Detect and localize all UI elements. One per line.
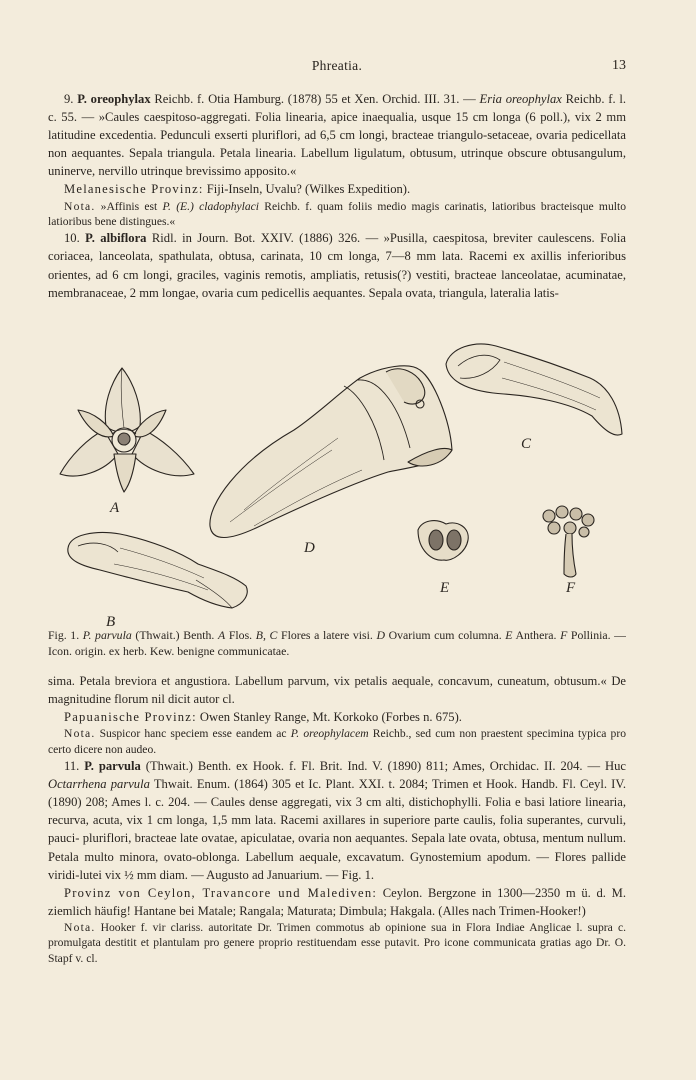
entry-11-region: Provinz von Ceylon, Travancore und Malediven: Ceylon. Bergzone in 1300—2350 m ü. d. M. ziemlich häufig! Hantane bei Matale; Rangala; Maturata; Dimbula; Hakgala. (Alles nach Trimen-Hooker!) [48, 885, 626, 918]
entry-10-nota: Nota. Suspicor hanc speciem esse eandem ac P. oreophylacem Reichb., sed cum non praestent specimina typica pro certo dicere non audeo. [48, 727, 626, 756]
species-name: P. albiflora [85, 231, 147, 246]
entry-11-description: 11. P. parvula (Thwait.) Benth. ex Hook. f. Fl. Brit. Ind. V. (1890) 811; Ames, Orchidac. II. 204. — Huc Octarrhena parvula Thwait. Enum. (1864) 305 et Ic. Plant. XXI. t. 2084; Trimen et Hook. Handb. Fl. Ceyl. IV. (1890) 208; Ames l. c. 204. — Caules dense aggregati, vix 3 cm alti, distichophylli. Folia e basi latiore linearia, recurva, acuta, vix 1 cm longa, 1,5 mm lata. Racemi axillares in superiore parte caulis, folia superantes, curvuli, pauci- pluriflori, bracteae late ovatae, apiculatae, ovaria non aequantes. Sepala late ovata, obtusa, mentum nullum. Petala multo minora, ovato-oblonga. Labellum aequale, excavatum. Gynostemium apodum. — Flores pallide viridi-lutei vix ½ mm diam. — Augusto ad Januarium. — Fig. 1. [48, 759, 626, 882]
figure-caption: Fig. 1. P. parvula (Thwait.) Benth. A Flos. B, C Flores a latere visi. D Ovarium cum columna. E Anthera. F Pollinia. — Icon. origin. ex herb. Kew. benigne communicatae. [48, 628, 626, 658]
anther-drawing [418, 521, 468, 561]
running-header [48, 58, 626, 78]
entry-10-continuation: sima. Petala breviora et angustiora. Labellum parvum, vix petalis aequale, concavum, cuneatum, obtusum.« De magnitudine florum nil dicit autor cl. [48, 674, 626, 707]
entry-9-nota: Nota. »Affinis est P. (E.) cladophylaci Reichb. f. quam foliis medio magis carinatis, latioribus bracteisque multo latioribus bene distingues.« [48, 199, 626, 228]
entry-10-region: Papuanische Provinz: Owen Stanley Range, Mt. Korkoko (Forbes n. 675). [64, 710, 462, 725]
synonym: Eria oreophylax [479, 92, 562, 106]
figure-label-c: C [521, 436, 532, 452]
species-name: P. parvula [84, 759, 141, 774]
flower-side-view-c-drawing [446, 344, 622, 435]
figure-label-a: A [110, 500, 120, 516]
botanical-figure [48, 338, 648, 630]
species-name: P. oreophylax [77, 92, 151, 106]
flower-side-view-b-drawing [68, 533, 247, 608]
entry-10-description: 10. P. albiflora Ridl. in Journ. Bot. XXIV. (1886) 326. — »Pusilla, caespitosa, breviter caulescens. Folia coriacea, lanceolata, spathulata, obtusa, carinata, 10 cm longa, 7—8 mm lata. Racemi ex axillis inferioribus orientes, ad 6 cm longi, graciles, vaginis remotis, ampliatis, retusis(?) vestiti, bracteae lanceolatae, acuminatae, membranaceae, 2 mm longae, ovaria cum pedicellis aequantes. Sepala ovata, triangula, lateralia latis- [48, 231, 627, 300]
figure-label-b: B [106, 614, 116, 630]
text-block-top [48, 90, 626, 302]
pollinia-drawing [543, 506, 594, 577]
flower-front-view-drawing [60, 368, 194, 492]
figure-label-e: E [440, 580, 450, 596]
entry-11-nota: Nota. Hooker f. vir clariss. autoritate Dr. Trimen commotus ab opinione sua in Flora Indiae Anglicae l. supra c. promulgata destitit et plantulam pro genere proprio restituendam esse putavit. Pro icone communicata gratias ago Dr. O. Stapf v. cl. [48, 920, 626, 965]
text-block-bottom [48, 672, 626, 966]
running-title: Phreatia. [311, 58, 363, 73]
synonym: Octarrhena parvula [48, 777, 150, 792]
entry-9-description: 9. P. oreophylax Reichb. f. Otia Hamburg. (1878) 55 et Xen. Orchid. III. 31. — Eria oreophylax Reichb. f. l. c. 55. — »Caules caespitoso-aggregati. Folia linearia, apice inaequalia, usque 15 cm longa (6 poll.), vix 2 mm latitudine excedentia. Pedunculi exserti pluriflori, ad 6,5 cm longi, bracteae triangulo-setaceae, ovaria pedicellata non aequantes. Sepala triangula. Petala linearia. Labellum ligulatum, obtusum, utrinque obscure obtusangulum, uninerve, nervillo utrinque brevissimo apposito.« [48, 92, 627, 179]
figure-label-f: F [566, 580, 576, 596]
entry-9-region: Melanesische Provinz: Fiji-Inseln, Uvalu? (Wilkes Expedition). [64, 182, 411, 197]
page-number: 13 [612, 58, 626, 73]
ovary-column-drawing [210, 366, 452, 538]
figure-label-d: D [304, 540, 315, 556]
